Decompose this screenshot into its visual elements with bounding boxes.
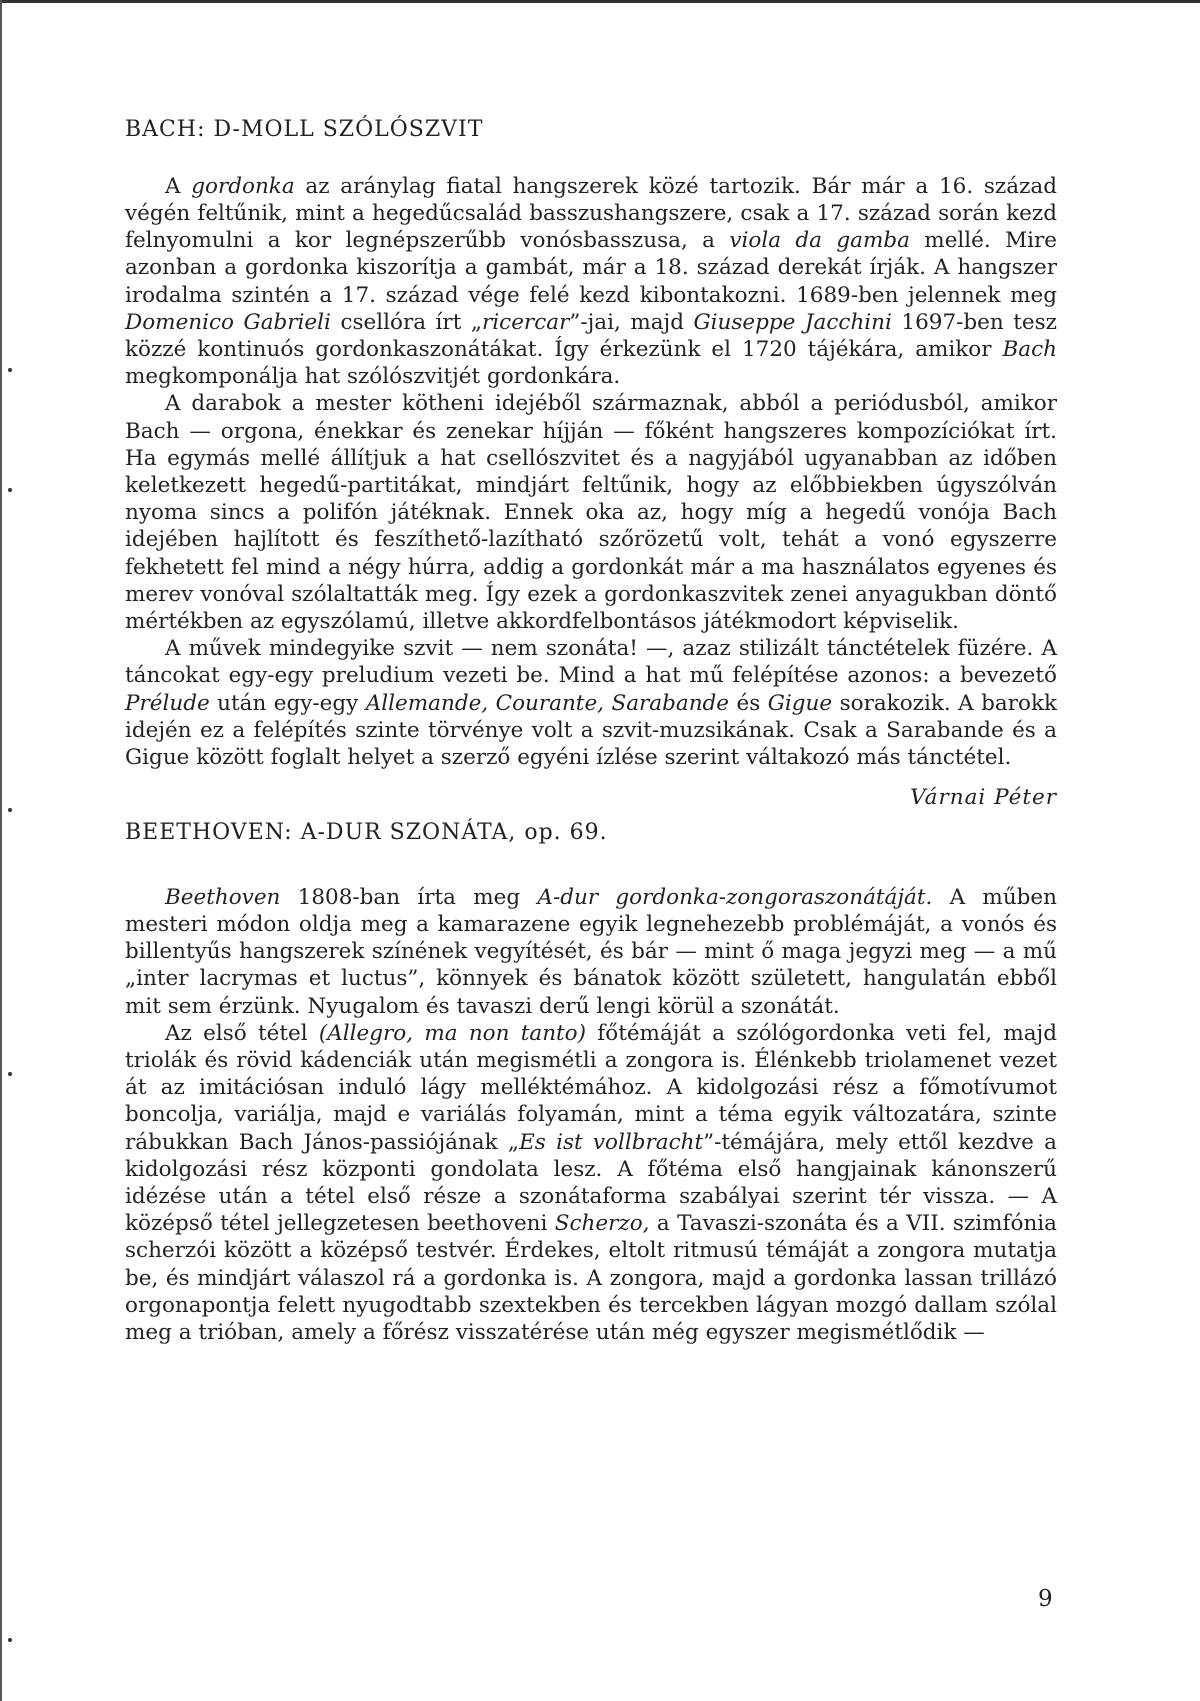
italic-text: Domenico Gabrieli <box>125 309 331 335</box>
margin-mark <box>8 808 12 812</box>
margin-mark <box>8 368 12 372</box>
italic-text: viola da gamba <box>729 228 910 254</box>
text-run: A darabok a mester kötheni idejéből származnak, abból a periódusból, amikor Bach — orgona, énekkar és zenekar híjján — főként hangszeres kompozíciókat írt. Ha egymás mellé állítjuk a hat csellószvitet és a nagyjából ugyanabban az időben keletkezett hegedű-partitákat, mindjárt feltűnik, hogy az előbbiekben úgyszólván nyoma sincs a polifón játéknak. Ennek oka az, hogy míg a hegedű vonója Bach idejében hajlított és feszíthető-lazítható szőrözetű volt, tehát a vonó egyszerre fekhetett fel mind a négy húrra, addig a gordonkát már a ma használatos egyenes és merev vonóval szólaltatták meg. Így ezek a gordonkaszvitek zenei anyagukban döntő mértékben az egyszólamú, illetve akkordfelbontásos játékmodort képviselik. <box>125 391 1057 634</box>
text-run: és <box>729 690 768 716</box>
italic-text: Gigue <box>767 690 833 716</box>
italic-text: A-dur gordonka-zongoraszonátáját. <box>537 884 933 910</box>
text-run: A <box>165 173 192 199</box>
section-heading-bach: BACH: D-MOLL SZÓLÓSZVIT <box>125 117 484 142</box>
margin-mark <box>8 1638 12 1642</box>
text-run: A műben mesteri módon oldja meg a kamarazene egyik legnehezebb problémáját, a vonós és billentyűs hangszerek színének vegyítését, és bár — mint ő maga jegyzi meg — a mű „inter lacrymas et luctus”, könnyek és bánatok között született, hangulatán ebből mit sem érzünk. Nyugalom és tavaszi derű lengi körül a szonátát. <box>125 884 1057 1019</box>
text-run: 1808-ban írta meg <box>280 884 538 910</box>
paragraph <box>125 173 1057 391</box>
text-run: A művek mindegyike szvit — nem szonáta! —, azaz stilizált tánctételek füzére. A táncokat egy-egy preludium vezeti be. Mind a hat mű felépítése azonos: a bevezető <box>125 636 1057 689</box>
text-run: sorakozik. A barokk idején ez a felépítés szinte törvénye volt a szvit-muzsikának. Csak a Sarabande és a Gigue között foglalt helyet a szerző egyéni ízlése szerint váltakozó más tánctétel. <box>125 690 1058 770</box>
italic-text: Giuseppe Jacchini <box>693 309 892 335</box>
margin-mark <box>8 488 12 492</box>
paragraph <box>125 884 1057 1020</box>
top-border-line <box>0 0 1200 3</box>
italic-text: Allemande, Courante, Sarabande <box>365 690 730 716</box>
italic-text: Scherzo, <box>554 1211 650 1237</box>
paragraph <box>125 1020 1057 1346</box>
text-run: csellóra írt „ <box>330 309 483 335</box>
paragraph <box>125 390 1057 635</box>
text-run: a Tavaszi-szonáta és a VII. szimfónia scherzói között a középső testvér. Érdekes, eltolt ritmusú témáját a zongora mutatja be, és mindjárt válaszol rá a gordonka is. A zongora, majd a gordonka lassan trillázó orgonapontja felett nyugodtabb szextekben és tercekben lágyan mozgó dallam szólal meg a trióban, amely a főrész visszatérése után még egyszer megismétlődik — <box>125 1211 1057 1346</box>
text-run: az aránylag fiatal hangszerek közé tartozik. Bár már a 16. század végén feltűnik, mint a hegedűcsalád basszushangszere, csak a 17. század során kezd felnyomulni a kor legnépszerűbb vonósbasszusa, a <box>125 173 1057 254</box>
page-number: 9 <box>1038 1586 1053 1612</box>
text-run: főtémáját a szólógordonka veti fel, majd triolák és rövid kádenciák után megismétli a zongora is. Élénkebb triolamenet vezet át az imitációsan induló lágy melléktémához. A kidolgozási rész a főmotívumot boncolja, variálja, majd e variálás folyamán, mint a téma egyik változatára, szinte rábukkan Bach János-passiójának „ <box>125 1020 1057 1155</box>
text-run: után egy-egy <box>209 690 366 716</box>
text-run: mellé. Mire azonban a gordonka kiszorítja a gambát, már a 18. század derekát írják. A hangszer irodalma szintén a 17. század vége felé kezd kibontakozni. 1689-ben jelennek meg <box>125 228 1057 308</box>
italic-text: Bach <box>1002 336 1057 362</box>
text-run: Az első tétel <box>165 1020 319 1046</box>
italic-text: (Allegro, ma non tanto) <box>318 1020 587 1046</box>
section-heading-beethoven: BEETHOVEN: A-DUR SZONÁTA, op. 69. <box>125 820 608 846</box>
text-run: 1697-ben tesz közzé kontinuós gordonkaszonátákat. Így érkezünk el 1720 tájékára, amikor <box>125 309 1057 362</box>
italic-text: gordonka <box>191 173 295 199</box>
document-page <box>125 115 1057 1346</box>
author-signature: Várnai Péter <box>910 785 1057 811</box>
italic-text: Prélude <box>125 690 210 716</box>
italic-text: ricercar <box>482 309 570 335</box>
paragraph <box>125 635 1057 771</box>
text-run: ”-témájára, mely ettől kezdve a kidolgozási rész központi gondolata lesz. A főtéma első hangjainak kánonszerű idézése után a tétel első része a szonátaforma szabályai szerint tér vissza. — A középső tétel jellegzetesen beethoveni <box>125 1129 1057 1237</box>
left-border-line <box>0 0 2 1701</box>
italic-text: Es ist vollbracht <box>519 1129 704 1155</box>
text-run: megkomponálja hat szólószvitjét gordonkára. <box>125 364 621 390</box>
italic-text: Beethoven <box>165 884 281 910</box>
text-run: ”-jai, majd <box>569 309 694 335</box>
margin-mark <box>8 1072 12 1076</box>
